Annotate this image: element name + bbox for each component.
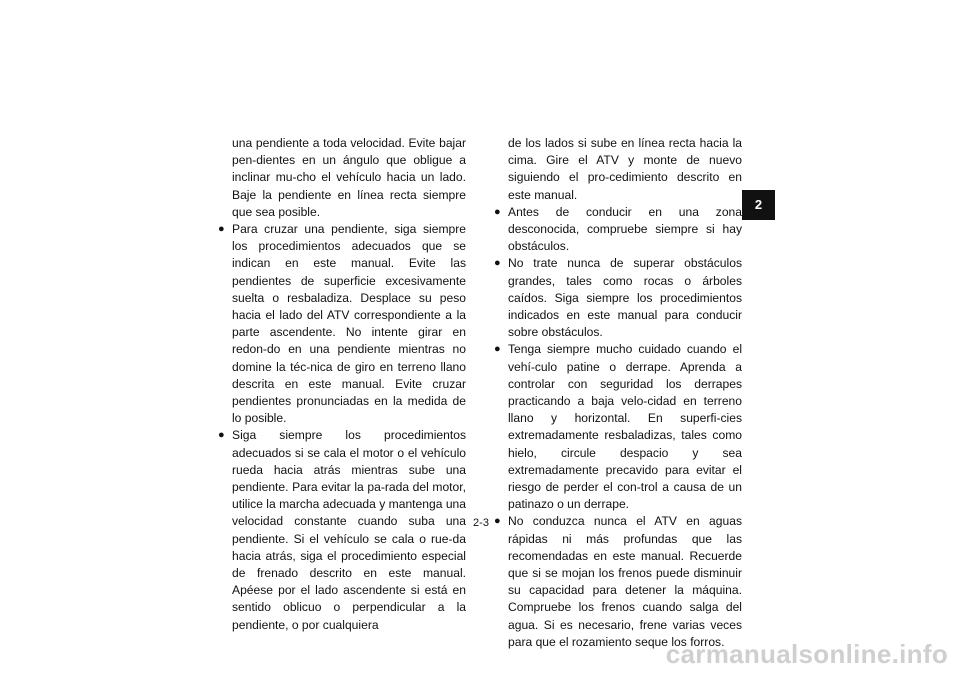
paragraph-continuation (494, 135, 742, 204)
right-text-column (494, 135, 742, 651)
bullet-item-engine-stall (218, 427, 466, 633)
paragraph-text: Siga siempre los procedimientos adecuados si se cala el motor o el vehículo rueda hacia atrás mientras sube una pendiente. Para evitar la pa-rada del motor, utilice la marcha adecuada y mantenga una velocidad constante cuando suba una pendiente. Si el vehículo se cala o rue-da hacia atrás, siga el procedimiento especial de frenado descrito en este manual. Apéese por el lado ascendente si está en sentido oblicuo o perpendicular a la pendiente, o por cualquiera (232, 428, 466, 632)
bullet-item-crossing-slope (218, 221, 466, 427)
bullet-item-obstacles (494, 255, 742, 341)
paragraph-text: No conduzca nunca el ATV en aguas rápidas ni más profundas que las recomendadas en este manual. Recuerde que si se mojan los frenos puede disminuir su capacidad para detener la máquina. Compruebe los frenos cuando salga del agua. Si es necesario, frene varias veces para que el rozamiento seque los forros. (508, 514, 742, 649)
paragraph-text: Antes de conducir en una zona desconocida, compruebe siempre si hay obstáculos. (508, 204, 742, 254)
bullet-item-water (494, 513, 742, 651)
paragraph-text: Para cruzar una pendiente, siga siempre los procedimientos adecuados que se indican en este manual. Evite las pendientes de superficie excesivamente suelta o resbaladiza. Desplace su peso hacia el lado del ATV correspondiente a la parte ascendente. No intente girar en redon-do en una pendiente mientras no domine la téc-nica de giro en terreno llano descrita en este manual. Evite cruzar pendientes pronunciadas en la medida de lo posible. (232, 222, 466, 426)
bullet-icon: ● (494, 515, 501, 528)
bullet-icon: ● (218, 429, 225, 442)
paragraph-text: Tenga siempre mucho cuidado cuando el vehí-culo patine o derrape. Aprenda a controlar con seguridad los derrapes practicando a baja velo-cidad en terreno llano y horizontal. En superfi-cies extremadamente resbaladizas, tales como hielo, circule despacio y sea extremadamente precavido para evitar el riesgo de perder el con-trol a causa de un patinazo o un derrape. (508, 342, 742, 512)
paragraph-text: No trate nunca de superar obstáculos grandes, tales como rocas o árboles caídos. Siga siempre los procedimientos indicados en este manual para conducir sobre obstáculos. (508, 256, 742, 340)
paragraph-text: una pendiente a toda velocidad. Evite bajar pen-dientes en un ángulo que obligue a inclinar mu-cho el vehículo hacia un lado. Baje la pendiente en línea recta siempre que sea posible. (232, 136, 466, 219)
bullet-item-skidding (494, 341, 742, 513)
paragraph-text: de los lados si sube en línea recta hacia la cima. Gire el ATV y monte de nuevo siguiendo el pro-cedimiento descrito en este manual. (508, 136, 742, 202)
page-number: 2-3 (473, 517, 489, 529)
chapter-tab: 2 (742, 190, 775, 220)
bullet-item-unknown-area (494, 204, 742, 256)
paragraph-continuation (218, 135, 466, 221)
bullet-icon: ● (494, 257, 501, 270)
watermark: carmanualsonline.info (665, 639, 948, 669)
bullet-icon: ● (494, 205, 501, 218)
bullet-icon: ● (218, 223, 225, 236)
left-text-column (218, 135, 466, 634)
bullet-icon: ● (494, 343, 501, 356)
